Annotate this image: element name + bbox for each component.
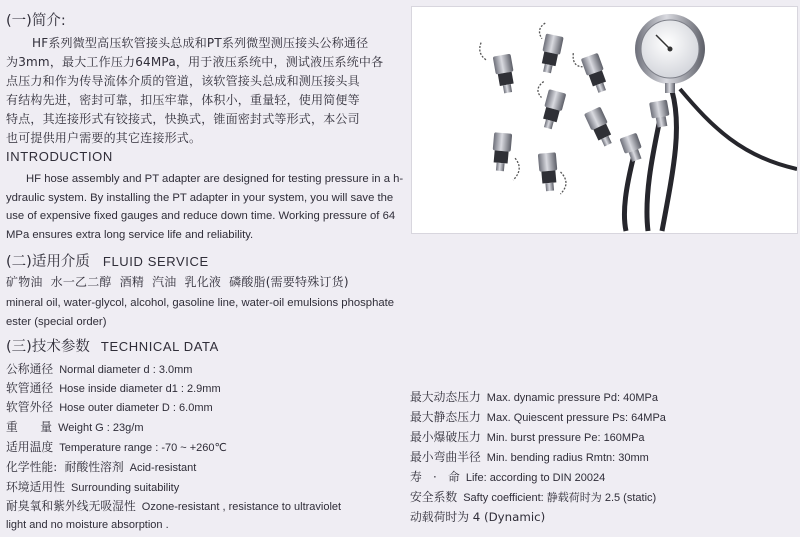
spec-label-zh: 软管外径 bbox=[6, 400, 54, 414]
spec-label-zh: 化学性能: 耐酸性溶剂 bbox=[6, 460, 124, 474]
intro-zh-line: HF系列微型高压软管接头总成和PT系列微型测压接头公称通径 bbox=[32, 36, 369, 50]
tech-heading-zh: (三)技术参数 bbox=[6, 339, 90, 355]
spec-row bbox=[6, 478, 179, 498]
spec-label-zh: 最大静态压力 bbox=[410, 410, 481, 424]
product-photo bbox=[411, 6, 798, 234]
intro-zh-line: 也可提供用户需要的其它连接形式。 bbox=[6, 131, 202, 145]
spec-row bbox=[6, 458, 196, 478]
coupler-icon bbox=[571, 45, 610, 97]
intro-zh-line: 点压力和作为传导流体介质的管道，该软管接头总成和测压接头具 bbox=[6, 74, 360, 88]
intro-zh-line: 有结构先进，密封可靠，扣压牢靠，体积小，重量轻，使用简便等 bbox=[6, 93, 360, 107]
spec-row bbox=[410, 388, 658, 408]
spec-label-zh: 寿 · 命 bbox=[410, 470, 460, 484]
spec-value-en: Life: according to DIN 20024 bbox=[465, 472, 606, 484]
intro-heading-zh: (一)简介: bbox=[6, 13, 66, 29]
intro-en-line: ydraulic system. By installing the PT adapter in your system, you will save the bbox=[6, 191, 394, 204]
spec-value-en: Surrounding suitability bbox=[71, 482, 180, 494]
hose-icon bbox=[647, 119, 660, 231]
spec-row bbox=[6, 379, 221, 399]
spec-value-en: Safty coefficient: 静载荷时为 2.5 (static) bbox=[463, 492, 657, 504]
intro-zh-line: 特点，其连接形式有铰接式，快换式，锥面密封式等形式，本公司 bbox=[6, 112, 360, 126]
hose-fitting-icon bbox=[649, 100, 671, 129]
coupler-icon bbox=[538, 152, 567, 196]
spec-value-en: Normal diameter d : 3.0mm bbox=[59, 364, 193, 376]
spec-label-zh: 安全系数 bbox=[410, 490, 458, 504]
fluid-heading-zh: (二)适用介质 bbox=[6, 254, 90, 270]
fluid-list-en bbox=[6, 294, 406, 331]
spec-label-zh: 最小弯曲半径 bbox=[410, 450, 481, 464]
fluid-list-zh: 矿物油 水一乙二醇 酒精 汽油 乳化液 磷酸脂(需要特殊订货) bbox=[6, 275, 349, 289]
spec-value-en: Hose inside diameter d1 : 2.9mm bbox=[59, 383, 221, 395]
spec-row bbox=[6, 497, 341, 517]
spec-row bbox=[410, 408, 666, 428]
coupler-icon bbox=[531, 22, 565, 74]
spec-value-en: light and no moisture absorption . bbox=[6, 519, 169, 531]
spec-value-en: Max. dynamic pressure Pd: 40MPa bbox=[486, 392, 658, 404]
hose-icon bbox=[680, 89, 797, 169]
tech-heading-en: TECHNICAL DATA bbox=[100, 339, 219, 354]
fluid-heading bbox=[6, 250, 209, 271]
spec-row bbox=[410, 508, 545, 525]
spec-label-zh: 动载荷时为 4 (Dynamic) bbox=[410, 510, 546, 524]
intro-paragraph-en bbox=[6, 170, 406, 244]
spec-label-zh: 适用温度 bbox=[6, 440, 54, 454]
hose-fitting-icon bbox=[619, 133, 645, 164]
spec-value-en: Ozone-resistant , resistance to ultraviolet bbox=[141, 501, 342, 513]
product-illustration bbox=[412, 7, 797, 233]
spec-row bbox=[6, 418, 143, 438]
spec-label-zh: 最小爆破压力 bbox=[410, 430, 481, 444]
spec-row bbox=[6, 360, 192, 380]
fluid-en-line: ester (special order) bbox=[6, 315, 107, 328]
intro-paragraph-zh bbox=[6, 34, 401, 148]
spec-label-zh: 最大动态压力 bbox=[410, 390, 481, 404]
spec-row bbox=[410, 468, 605, 488]
spec-label-zh: 耐臭氧和紫外线无吸湿性 bbox=[6, 499, 136, 513]
spec-value-en: Hose outer diameter D : 6.0mm bbox=[59, 402, 213, 414]
tech-heading bbox=[6, 335, 219, 356]
coupler-icon bbox=[479, 38, 517, 96]
spec-value-en: Min. bending radius Rmtn: 30mm bbox=[486, 452, 649, 464]
spec-label-zh: 公称通径 bbox=[6, 362, 54, 376]
intro-en-line: HF hose assembly and PT adapter are designed for testing pressure in a h- bbox=[26, 173, 404, 185]
spec-label-zh: 重 量 bbox=[6, 420, 53, 434]
pressure-gauge-icon bbox=[635, 14, 705, 93]
fluid-en-line: mineral oil, water-glycol, alcohol, gasoline line, water-oil emulsions phosphate bbox=[6, 297, 395, 309]
intro-heading-en: INTRODUCTION bbox=[6, 149, 113, 164]
spec-value-en: Min. burst pressure Pe: 160MPa bbox=[486, 432, 645, 444]
intro-zh-line: 为3mm，最大工作压力64MPa，用于液压系统中，测试液压系统中各 bbox=[6, 55, 384, 69]
fluid-heading-en: FLUID SERVICE bbox=[102, 254, 209, 269]
spec-row bbox=[0, 516, 169, 535]
spec-value-en: Max. Quiescent pressure Ps: 64MPa bbox=[486, 412, 666, 424]
intro-en-line: MPa ensures extra long service life and reliability. bbox=[6, 228, 254, 241]
intro-en-line: use of expensive fixed gauges and reduce down time. Working pressure of 64 bbox=[6, 210, 396, 223]
spec-row bbox=[6, 398, 213, 418]
spec-row bbox=[410, 448, 649, 468]
spec-value-en: Acid-resistant bbox=[129, 462, 197, 474]
spec-value-en: Weight G : 23g/m bbox=[58, 422, 144, 434]
spec-value-en: Temperature range : -70 ~ +260℃ bbox=[59, 442, 227, 454]
spec-row bbox=[410, 428, 645, 448]
coupler-icon bbox=[529, 81, 568, 131]
spec-row bbox=[410, 488, 656, 508]
spec-label-zh: 环境适用性 bbox=[6, 480, 65, 494]
coupler-icon bbox=[490, 132, 522, 180]
coupler-icon bbox=[584, 107, 616, 149]
hose-icon bbox=[624, 155, 634, 231]
spec-row bbox=[6, 438, 227, 458]
spec-label-zh: 软管通径 bbox=[6, 381, 54, 395]
